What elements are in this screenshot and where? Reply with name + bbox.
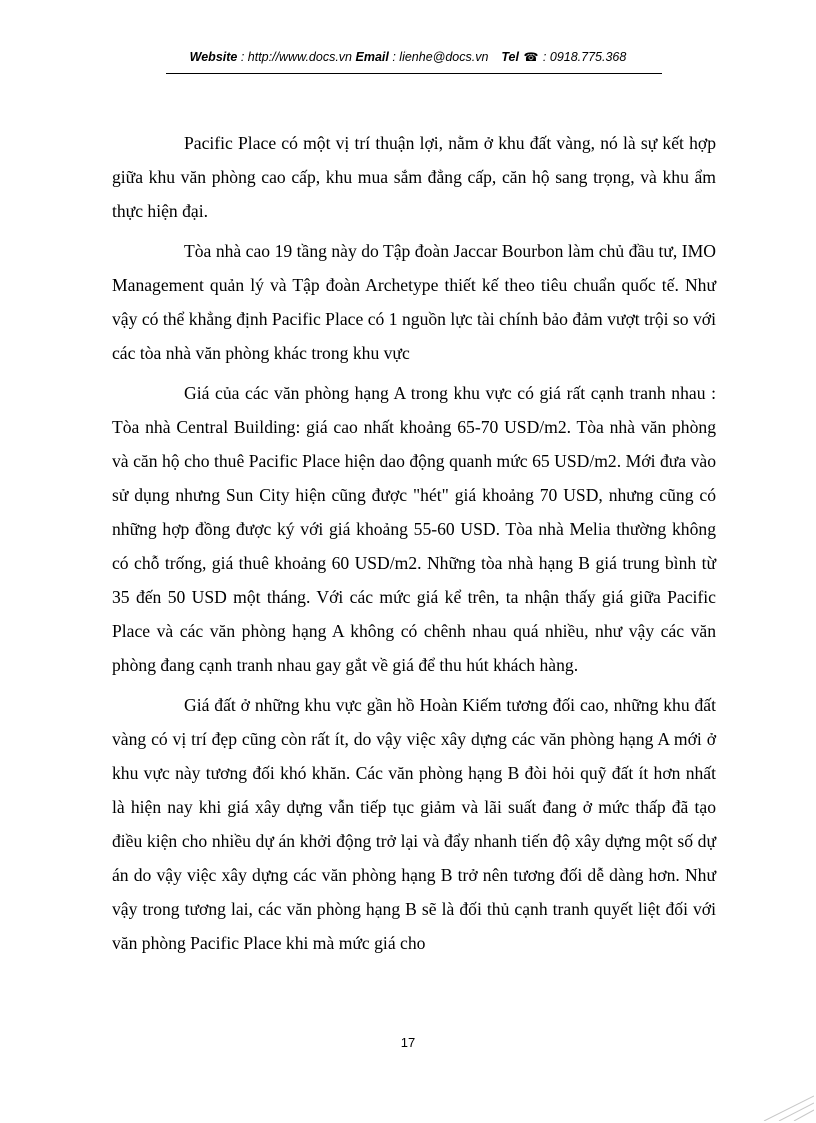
phone-icon: ☎ [523, 50, 539, 64]
paragraph: Giá của các văn phòng hạng A trong khu vực có giá rất cạnh tranh nhau : Tòa nhà Central Building: giá cao nhất khoảng 65-70 USD/m2. Tòa nhà văn phòng và căn hộ cho thuê Pacific Place hiện dao động quanh mức 65 USD/m2. Mới đưa vào sử dụng nhưng Sun City hiện cũng được "hét" giá khoảng 70 USD, nhưng cũng có những hợp đồng được ký với giá khoảng 55-60 USD. Tòa nhà Melia thường không có chỗ trống, giá thuê khoảng 60 USD/m2. Những tòa nhà hạng B giá trung bình từ 35 đến 50 USD một tháng. Với các mức giá kể trên, ta nhận thấy giá giữa Pacific Place và các văn phòng hạng A không có chênh nhau quá nhiều, như vậy các văn phòng đang cạnh tranh nhau gay gắt về giá để thu hút khách hàng. [112, 383, 716, 675]
corner-decoration [754, 1091, 814, 1121]
paragraph: Pacific Place có một vị trí thuận lợi, nằm ở khu đất vàng, nó là sự kết hợp giữa khu văn phòng cao cấp, khu mua sắm đẳng cấp, căn hộ sang trọng, và khu ẩm thực hiện đại. [112, 133, 716, 221]
website-link[interactable]: : http://www.docs.vn [240, 50, 353, 64]
website-label: Website [189, 50, 238, 64]
header-divider [166, 73, 662, 74]
email-label: Email [355, 50, 389, 64]
paragraph: Giá đất ở những khu vực gần hồ Hoàn Kiếm tương đối cao, những khu đất vàng có vị trí đẹp cũng còn rất ít, do vậy việc xây dựng các văn phòng hạng A mới ở khu vực này tương đối khó khăn. Các văn phòng hạng B đòi hỏi quỹ đất ít hơn nhất là hiện nay khi giá xây dựng vẫn tiếp tục giảm và lãi suất đang ở mức thấp đã tạo điều kiện cho nhiều dự án khởi động trở lại và đẩy nhanh tiến độ xây dựng một số dự án do vậy việc xây dựng các văn phòng hạng B trở nên tương đối dễ dàng hơn. Như vậy trong tương lai, các văn phòng hạng B sẽ là đối thủ cạnh tranh quyết liệt đối với văn phòng Pacific Place khi mà mức giá cho [112, 695, 716, 953]
tel-label: Tel [501, 50, 519, 64]
email-link[interactable]: : lienhe@docs.vn [392, 50, 489, 64]
page-header [0, 50, 816, 64]
paragraph: Tòa nhà cao 19 tầng này do Tập đoàn Jaccar Bourbon làm chủ đầu tư, IMO Management quản lý và Tập đoàn Archetype thiết kế theo tiêu chuẩn quốc tế. Như vậy có thể khẳng định Pacific Place có 1 nguồn lực tài chính bảo đảm vượt trội so với các tòa nhà văn phòng khác trong khu vực [112, 241, 716, 363]
document-body [112, 126, 716, 966]
page-number: 17 [400, 1035, 416, 1050]
tel-number: : 0918.775.368 [542, 50, 627, 64]
